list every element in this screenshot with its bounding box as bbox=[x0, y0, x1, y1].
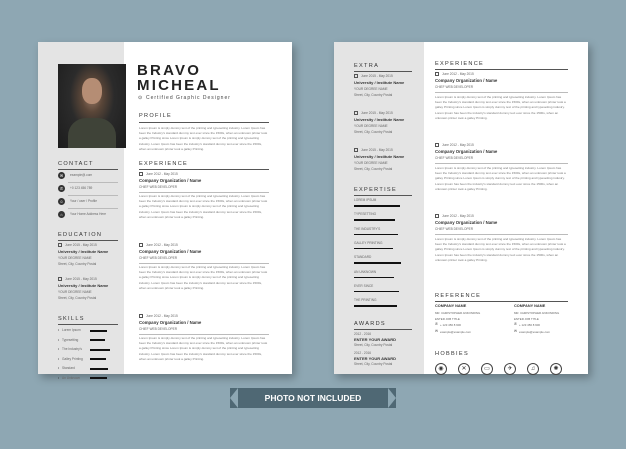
divider bbox=[139, 122, 269, 123]
reference-person: MR. CHRISTOPHER ANKONDING bbox=[514, 311, 560, 315]
skill-name: Galley Printing bbox=[62, 356, 83, 361]
profile-heading: PROFILE bbox=[139, 113, 173, 119]
reference-job: ENTER JOB TITLE bbox=[435, 317, 460, 321]
extra-degree: YOUR DEGREE NAME bbox=[354, 161, 388, 165]
expertise-heading: EXPERTISE bbox=[354, 187, 397, 193]
experience-company: Company Organization / Name bbox=[139, 249, 202, 254]
experience-role: CHIEF WEB DEVELOPER bbox=[139, 327, 178, 331]
travel-icon: ✈ bbox=[504, 363, 516, 375]
contact-heading: CONTACT bbox=[58, 161, 94, 167]
divider bbox=[68, 182, 118, 183]
experience-dates: June 2012 - May 2015 bbox=[442, 72, 474, 76]
experience-description: Lorem Ipsum is simply dummy text of the printing and typesetting industry. Lorem Ipsum has been the Industry's standard dummy text ever since the 1500s, when an unknown printer took a galley Printing since Lorem Ipsum is simply dummy text of the printing and typesetting industry. Lorem Ipsum has been the industry's standard dummy text ever since the 1500s, when an unknown printer took a galley Printing. bbox=[435, 166, 566, 191]
divider bbox=[68, 195, 118, 196]
calendar-icon bbox=[58, 277, 62, 281]
skill-bar bbox=[90, 368, 108, 370]
camera-icon: ◉ bbox=[435, 363, 447, 375]
awards-heading: AWARDS bbox=[354, 321, 386, 327]
reference-company: COMPANY NAME bbox=[435, 304, 467, 308]
skill-bar bbox=[90, 358, 106, 360]
calendar-icon bbox=[354, 148, 358, 152]
skill-bar bbox=[90, 377, 107, 379]
divider bbox=[139, 169, 269, 170]
experience-role: CHIEF WEB DEVELOPER bbox=[435, 85, 474, 89]
extra-degree: YOUR DEGREE NAME bbox=[354, 124, 388, 128]
contact-email: example@.com bbox=[70, 173, 93, 177]
expertise-bar bbox=[354, 248, 393, 250]
resume-page-2 bbox=[334, 42, 588, 374]
experience-company: Company Organization / Name bbox=[435, 78, 498, 83]
extra-place: Street, City, Country Postal bbox=[354, 130, 393, 134]
experience-dates: June 2012 - May 2015 bbox=[442, 143, 474, 147]
education-dates: June 2015 - May 2015 bbox=[65, 277, 97, 281]
email-icon: ✉ bbox=[514, 329, 517, 333]
education-school: University / Institute Name bbox=[58, 283, 109, 288]
divider bbox=[139, 192, 269, 193]
bullet: • bbox=[58, 356, 60, 361]
experience-dates: June 2012 - May 2015 bbox=[146, 243, 178, 247]
phone-icon: ✆ bbox=[435, 322, 438, 326]
extra-heading: EXTRA bbox=[354, 63, 380, 69]
email-icon: ✉ bbox=[435, 329, 438, 333]
calendar-icon bbox=[139, 314, 143, 318]
expertise-name: GALLEY PRINTING bbox=[354, 240, 383, 245]
profile-photo bbox=[58, 64, 126, 148]
expertise-name: STANDARD bbox=[354, 255, 372, 260]
divider bbox=[435, 301, 568, 302]
contact-phone: +0 123 456 789 bbox=[70, 186, 93, 190]
award-title: ENTER YOUR AWARD bbox=[354, 356, 397, 361]
calendar-icon bbox=[435, 143, 439, 147]
experience-dates: June 2012 - May 2015 bbox=[146, 314, 178, 318]
award-place: Street, City, Country Postal bbox=[354, 362, 393, 366]
expertise-name: THE PRINTING bbox=[354, 298, 377, 303]
extra-place: Street, City, Country Postal bbox=[354, 93, 393, 97]
calendar-icon bbox=[58, 243, 62, 247]
bullet: • bbox=[58, 328, 60, 332]
extra-school: University / Institute Name bbox=[354, 80, 405, 85]
home-icon: ⌂ bbox=[58, 211, 65, 218]
dining-icon: ✕ bbox=[458, 363, 470, 375]
bullet: • bbox=[58, 337, 60, 342]
reference-company: COMPANY NAME bbox=[514, 304, 546, 308]
expertise-name: THE INDUSTRY'S bbox=[354, 226, 381, 231]
expertise-bar bbox=[354, 291, 399, 293]
reference-phone: + 123 456 8 900 bbox=[519, 323, 540, 327]
experience-company: Company Organization / Name bbox=[139, 178, 202, 183]
profile-text: Lorem Ipsum is simply dummy text of the printing and typesetting industry. Lorem Ipsum has been the Industry's standard dummy text ever since the 1500s, when an unknown printer took a galley Printing since Lorem Ipsum is simply dummy text of the printing and typesetting industry. Lorem Ipsum has been the industry's standard dummy text ever since the 1500s, when an unknown printer took a galley Printing. bbox=[139, 126, 268, 151]
skill-bar bbox=[90, 349, 110, 351]
education-heading: EDUCATION bbox=[58, 232, 103, 238]
divider bbox=[354, 195, 412, 196]
education-dates: June 2015 - May 2015 bbox=[65, 243, 97, 247]
reference-job: ENTER JOB TITLE bbox=[514, 317, 539, 321]
skill-bar bbox=[90, 339, 105, 341]
job-title: Certified Graphic Designer bbox=[146, 95, 231, 101]
experience-dates: June 2012 - May 2015 bbox=[442, 214, 474, 218]
divider bbox=[139, 263, 269, 264]
education-degree: YOUR DEGREE NAME bbox=[58, 290, 92, 294]
experience-description: Lorem Ipsum is simply dummy text of the printing and typesetting industry. Lorem Ipsum has been the Industry's standard dummy text ever since the 1500s, when an unknown printer took a galley Printing since Lorem Ipsum is simply dummy text of the printing and typesetting industry. Lorem Ipsum has been the industry's standard dummy text ever since the 1500s, when an unknown printer took a galley Printing. bbox=[435, 237, 566, 262]
skills-heading: SKILLS bbox=[58, 316, 85, 322]
expertise-bar bbox=[354, 219, 395, 221]
divider bbox=[58, 240, 118, 241]
calendar-icon bbox=[354, 111, 358, 115]
skill-name: Standard bbox=[62, 366, 75, 370]
education-place: Street, City, Country Postal bbox=[58, 296, 97, 300]
divider bbox=[435, 234, 568, 235]
expertise-name: LOREM IPSUM bbox=[354, 198, 377, 202]
hobbies-heading: HOBBIES bbox=[435, 351, 469, 357]
experience-description: Lorem Ipsum is simply dummy text of the printing and typesetting industry. Lorem Ipsum has been the Industry's standard dummy text ever since the 1500s, when an unknown printer took a galley Printing since Lorem Ipsum is simply dummy text of the printing and typesetting industry. Lorem Ipsum has been the industry's standard dummy text ever since the 1500s, when an unknown printer took a galley Printing. bbox=[139, 265, 268, 290]
award-dates: 2012 - 2016 bbox=[354, 351, 372, 355]
extra-school: University / Institute Name bbox=[354, 117, 405, 122]
divider bbox=[354, 71, 412, 72]
calendar-icon bbox=[435, 214, 439, 218]
calendar-icon bbox=[354, 74, 358, 78]
divider bbox=[435, 69, 568, 70]
award-dates: 2012 - 2016 bbox=[354, 332, 372, 336]
reference-email: example@example.com bbox=[519, 330, 551, 334]
divider bbox=[435, 163, 568, 164]
divider bbox=[354, 329, 412, 330]
education-degree: YOUR DEGREE NAME bbox=[58, 256, 92, 260]
award-place: Street, City, Country Postal bbox=[354, 343, 393, 347]
experience-role: CHIEF WEB DEVELOPER bbox=[435, 156, 474, 160]
contact-address: Your Home Address Here bbox=[70, 212, 107, 216]
divider bbox=[58, 169, 118, 170]
bullet: • bbox=[58, 366, 60, 370]
experience-role: CHIEF WEB DEVELOPER bbox=[435, 227, 474, 231]
experience-description: Lorem Ipsum is simply dummy text of the printing and typesetting industry. Lorem Ipsum has been the Industry's standard dummy text ever since the 1500s, when an unknown printer took a galley Printing since Lorem Ipsum is simply dummy text of the printing and typesetting industry. Lorem Ipsum has been the industry's standard dummy text ever since the 1500s, when an unknown printer took a galley Printing. bbox=[435, 95, 566, 120]
bullet: • bbox=[58, 347, 60, 351]
reference-phone: + 123 456 8 900 bbox=[440, 323, 461, 327]
experience-company: Company Organization / Name bbox=[139, 320, 202, 325]
divider bbox=[58, 324, 118, 325]
sports-icon: ✺ bbox=[550, 363, 562, 375]
expertise-bar bbox=[354, 205, 400, 207]
music-icon: ♫ bbox=[527, 363, 539, 375]
skill-name: The Industry's bbox=[62, 347, 82, 351]
book-icon: ▭ bbox=[481, 363, 493, 375]
divider bbox=[435, 92, 568, 93]
skill-name: An Unknown bbox=[62, 375, 81, 380]
divider bbox=[139, 334, 269, 335]
award-title: ENTER YOUR AWARD bbox=[354, 337, 397, 342]
expertise-name: EVER SINCE bbox=[354, 283, 374, 288]
expertise-bar bbox=[354, 305, 397, 307]
experience-role: CHIEF WEB DEVELOPER bbox=[139, 185, 178, 189]
extra-dates: June 2015 - May 2015 bbox=[361, 111, 393, 115]
divider bbox=[68, 208, 118, 209]
expertise-bar bbox=[354, 277, 394, 279]
photo-not-included-banner: PHOTO NOT INCLUDED bbox=[238, 388, 388, 408]
pin-icon: ⊙ bbox=[138, 95, 143, 101]
reference-email: example@example.com bbox=[440, 330, 472, 334]
experience-heading: EXPERIENCE bbox=[139, 161, 189, 167]
user-icon: ☺ bbox=[59, 199, 64, 204]
education-place: Street, City, Country Postal bbox=[58, 262, 97, 266]
skill-name: Typesetting bbox=[62, 337, 79, 342]
education-school: University / Institute Name bbox=[58, 249, 109, 254]
expertise-name: TYPESETTING bbox=[354, 212, 377, 217]
extra-dates: June 2015 - May 2015 bbox=[361, 148, 393, 152]
resume-page-1 bbox=[38, 42, 292, 380]
last-name: MICHEAL bbox=[137, 77, 221, 94]
extra-degree: YOUR DEGREE NAME bbox=[354, 87, 388, 91]
reference-person: MR. CHRISTOPHER ANKONDING bbox=[435, 311, 481, 315]
experience-company: Company Organization / Name bbox=[435, 149, 498, 154]
expertise-bar bbox=[354, 234, 398, 236]
expertise-name: AN UNKNOWN bbox=[354, 269, 377, 274]
experience-dates: June 2012 - May 2015 bbox=[146, 172, 178, 176]
experience-company: Company Organization / Name bbox=[435, 220, 498, 225]
extra-dates: June 2015 - May 2015 bbox=[361, 74, 393, 78]
expertise-bar bbox=[354, 262, 401, 264]
extra-place: Street, City, Country Postal bbox=[354, 167, 393, 171]
experience-heading: EXPERIENCE bbox=[435, 61, 485, 67]
reference-heading: REFERENCE bbox=[435, 293, 482, 299]
skill-name: Lorem Ipsum bbox=[62, 328, 81, 332]
experience-role: CHIEF WEB DEVELOPER bbox=[139, 256, 178, 260]
first-name: BRAVO bbox=[137, 62, 202, 79]
contact-user: Your / user / Profile bbox=[70, 199, 97, 203]
calendar-icon bbox=[139, 172, 143, 176]
bullet: • bbox=[58, 375, 60, 380]
phone-icon: ✆ bbox=[514, 322, 517, 326]
calendar-icon bbox=[435, 72, 439, 76]
calendar-icon bbox=[139, 243, 143, 247]
email-icon: ✉ bbox=[59, 173, 64, 178]
experience-description: Lorem Ipsum is simply dummy text of the printing and typesetting industry. Lorem Ipsum has been the Industry's standard dummy text ever since the 1500s, when an unknown printer took a galley Printing since Lorem Ipsum is simply dummy text of the printing and typesetting industry. Lorem Ipsum has been the industry's standard dummy text ever since the 1500s, when an unknown printer took a galley Printing. bbox=[139, 336, 268, 361]
skill-bar bbox=[90, 330, 107, 332]
experience-description: Lorem Ipsum is simply dummy text of the printing and typesetting industry. Lorem Ipsum has been the Industry's standard dummy text ever since the 1500s, when an unknown printer took a galley Printing since Lorem Ipsum is simply dummy text of the printing and typesetting industry. Lorem Ipsum has been the industry's standard dummy text ever since the 1500s, when an unknown printer took a galley Printing. bbox=[139, 194, 268, 219]
phone-icon: ✆ bbox=[59, 186, 64, 191]
extra-school: University / Institute Name bbox=[354, 154, 405, 159]
